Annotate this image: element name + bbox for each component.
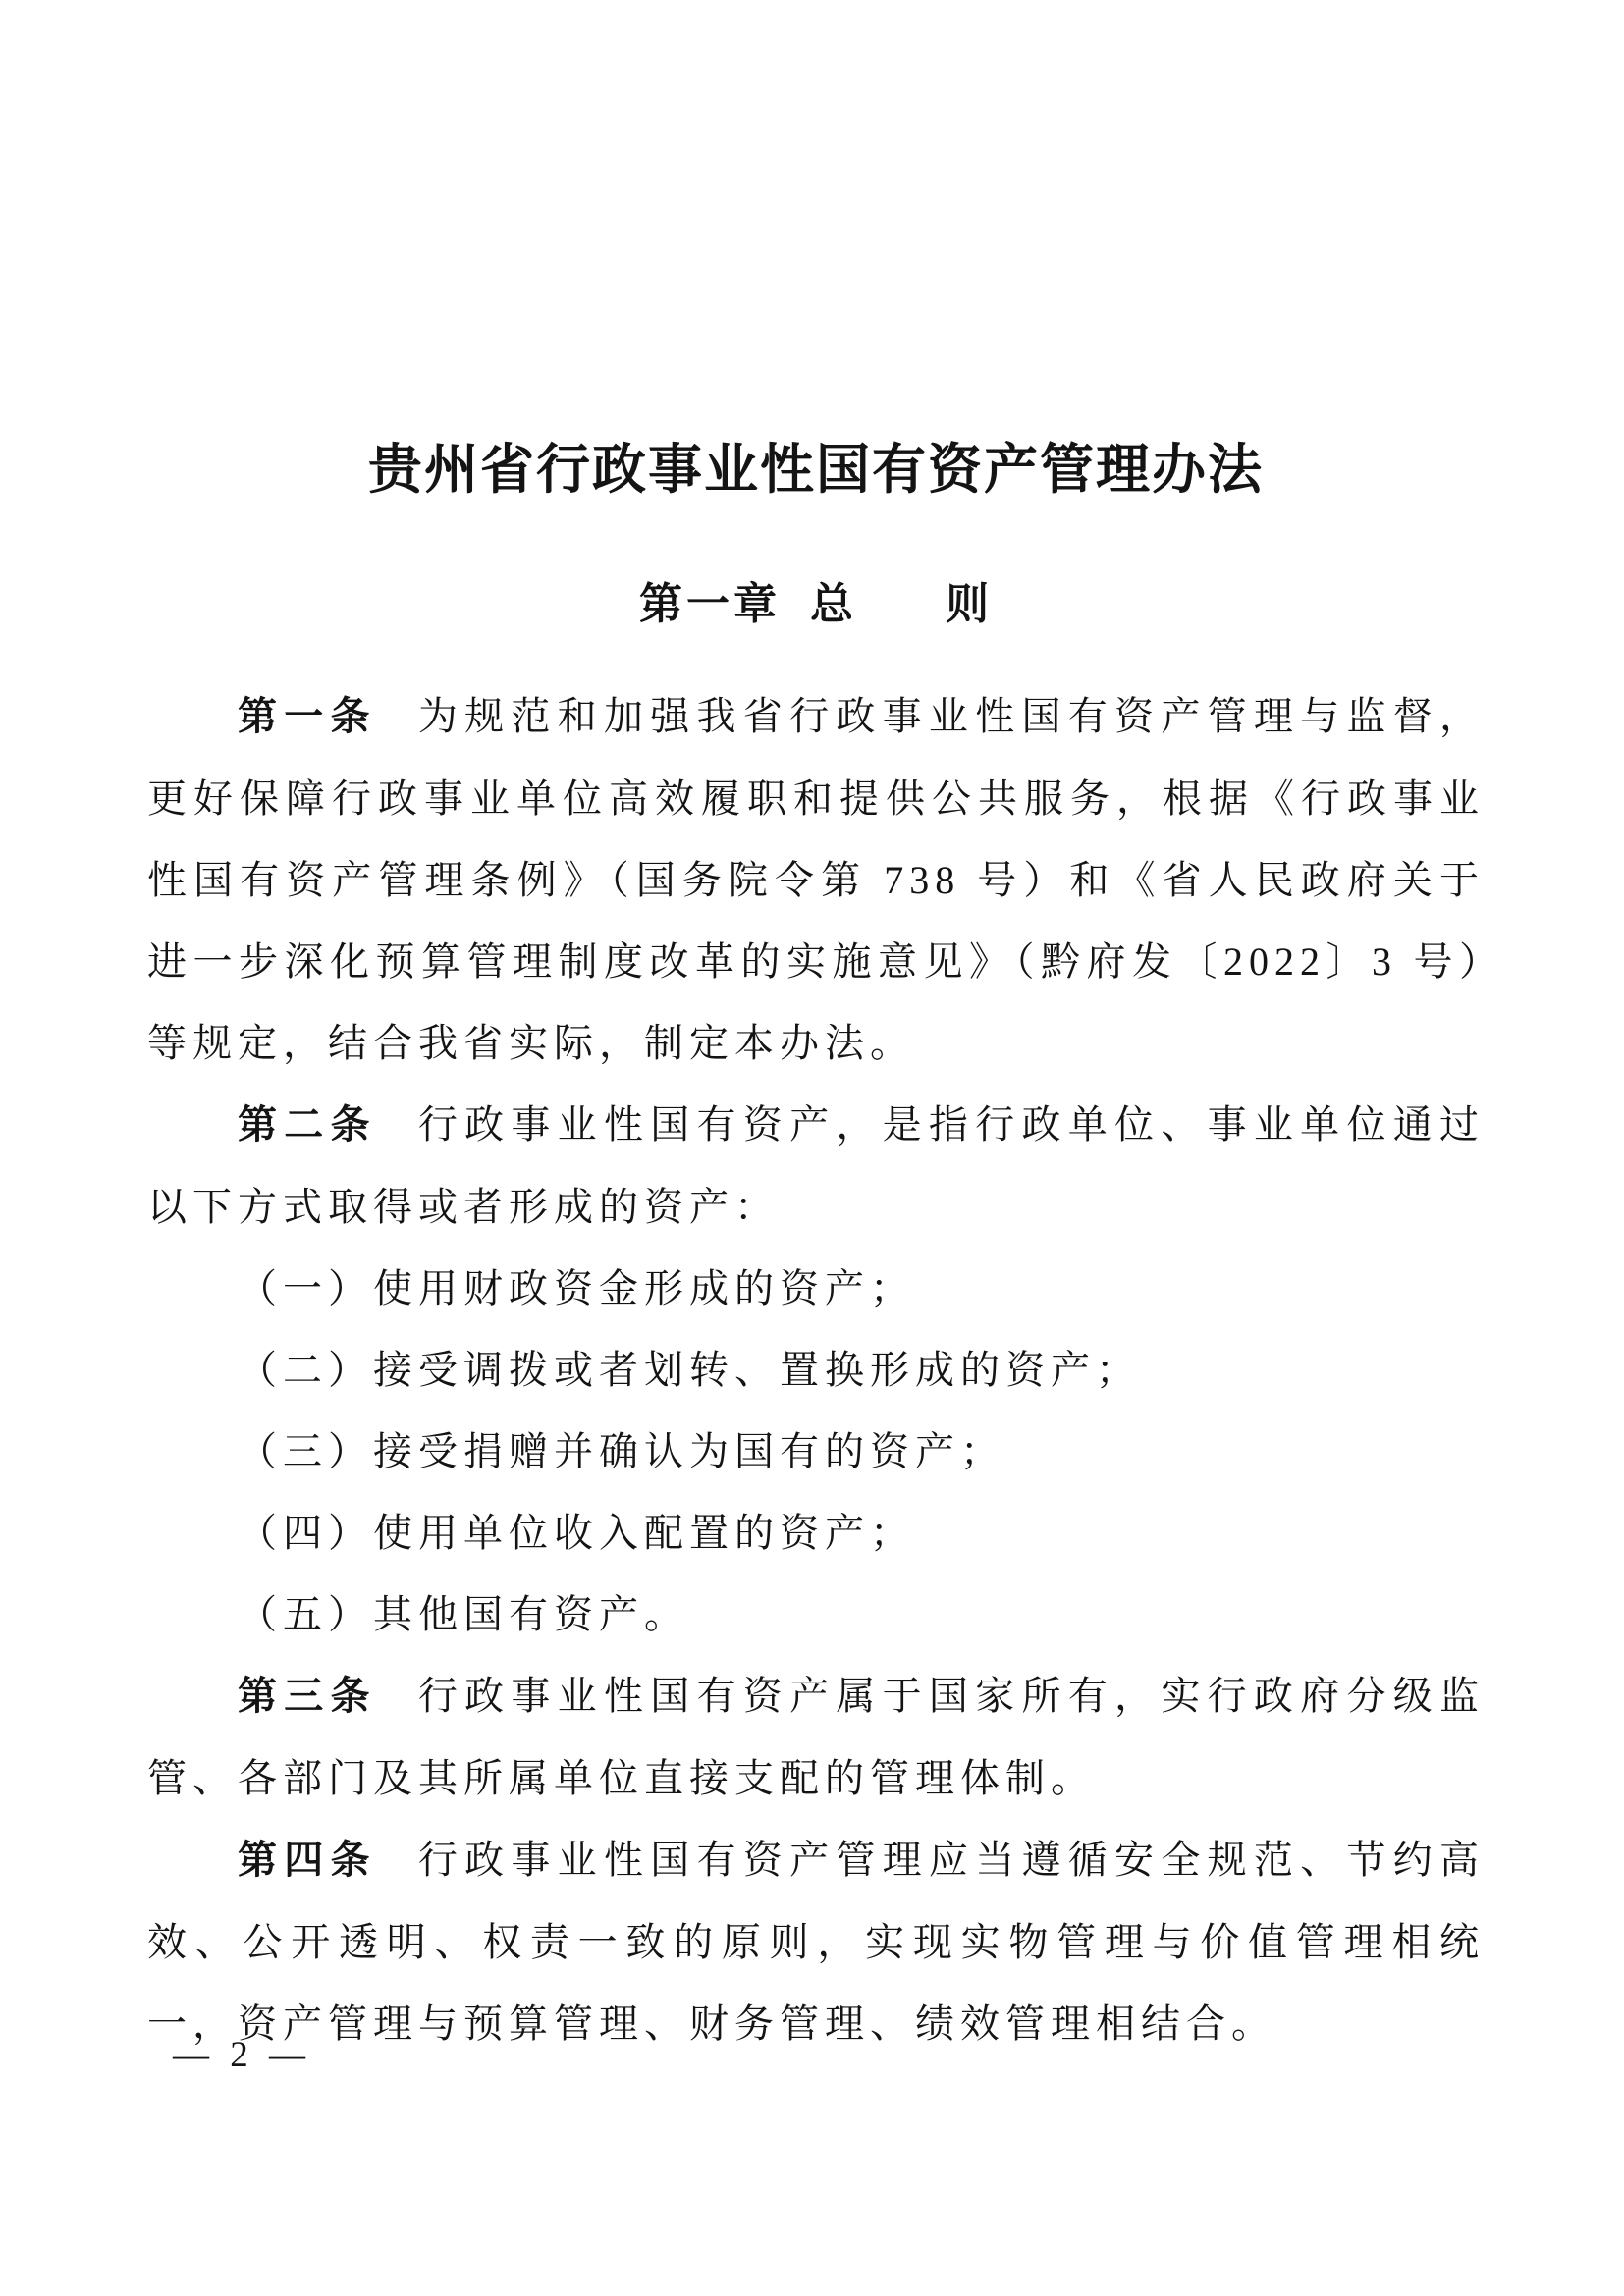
article-number: 第二条 <box>238 1103 377 1147</box>
paragraph-text: （二）接受调拨或者划转、置换形成的资产； <box>238 1348 1141 1392</box>
paragraph-text: （一）使用财政资金形成的资产； <box>238 1266 915 1310</box>
list-item <box>147 1492 1485 1574</box>
article-paragraph <box>147 1084 1485 1248</box>
paragraph-text: （五）其他国有资产。 <box>238 1592 689 1636</box>
article-paragraph <box>147 1819 1485 2064</box>
article-number: 第三条 <box>238 1675 377 1718</box>
list-item <box>147 1411 1485 1492</box>
list-item <box>147 1248 1485 1329</box>
paragraph-text: 为规范和加强我省行政事业性国有资产管理与监督，更好保障行政事业单位高效履职和提供公共服务，根据《行政事业性国有资产管理条例》（国务院令第 738 号）和《省人民政府关于进一步深化预算管理制度改革的实施意见》（黔府发〔2022〕3 号）等规定，结合我省实际，制定本办法。 <box>147 694 1486 1065</box>
paragraph-text: 行政事业性国有资产属于国家所有，实行政府分级监管、各部门及其所属单位直接支配的管理体制。 <box>147 1674 1486 1800</box>
document-content <box>147 0 1485 2064</box>
paragraph-text: 行政事业性国有资产管理应当遵循安全规范、节约高效、公开透明、权责一致的原则，实现实物管理与价值管理相统一，资产管理与预算管理、财务管理、绩效管理相结合。 <box>147 1838 1486 2046</box>
article-paragraph <box>147 1655 1485 1819</box>
article-number: 第一条 <box>238 695 377 738</box>
document-title: 贵州省行政事业性国有资产管理办法 <box>367 440 1264 500</box>
article-number: 第四条 <box>238 1839 377 1882</box>
paragraph-text: 行政事业性国有资产，是指行政单位、事业单位通过以下方式取得或者形成的资产： <box>147 1102 1486 1229</box>
list-item <box>147 1329 1485 1411</box>
paragraph-text: （四）使用单位收入配置的资产； <box>238 1511 915 1555</box>
document-body <box>147 675 1485 2064</box>
list-item <box>147 1574 1485 1655</box>
article-paragraph <box>147 675 1485 1084</box>
paragraph-text: （三）接受捐赠并确认为国有的资产； <box>238 1429 1005 1473</box>
chapter-heading: 第一章 总 则 <box>639 580 993 628</box>
page-number: — 2 — <box>173 2035 311 2075</box>
